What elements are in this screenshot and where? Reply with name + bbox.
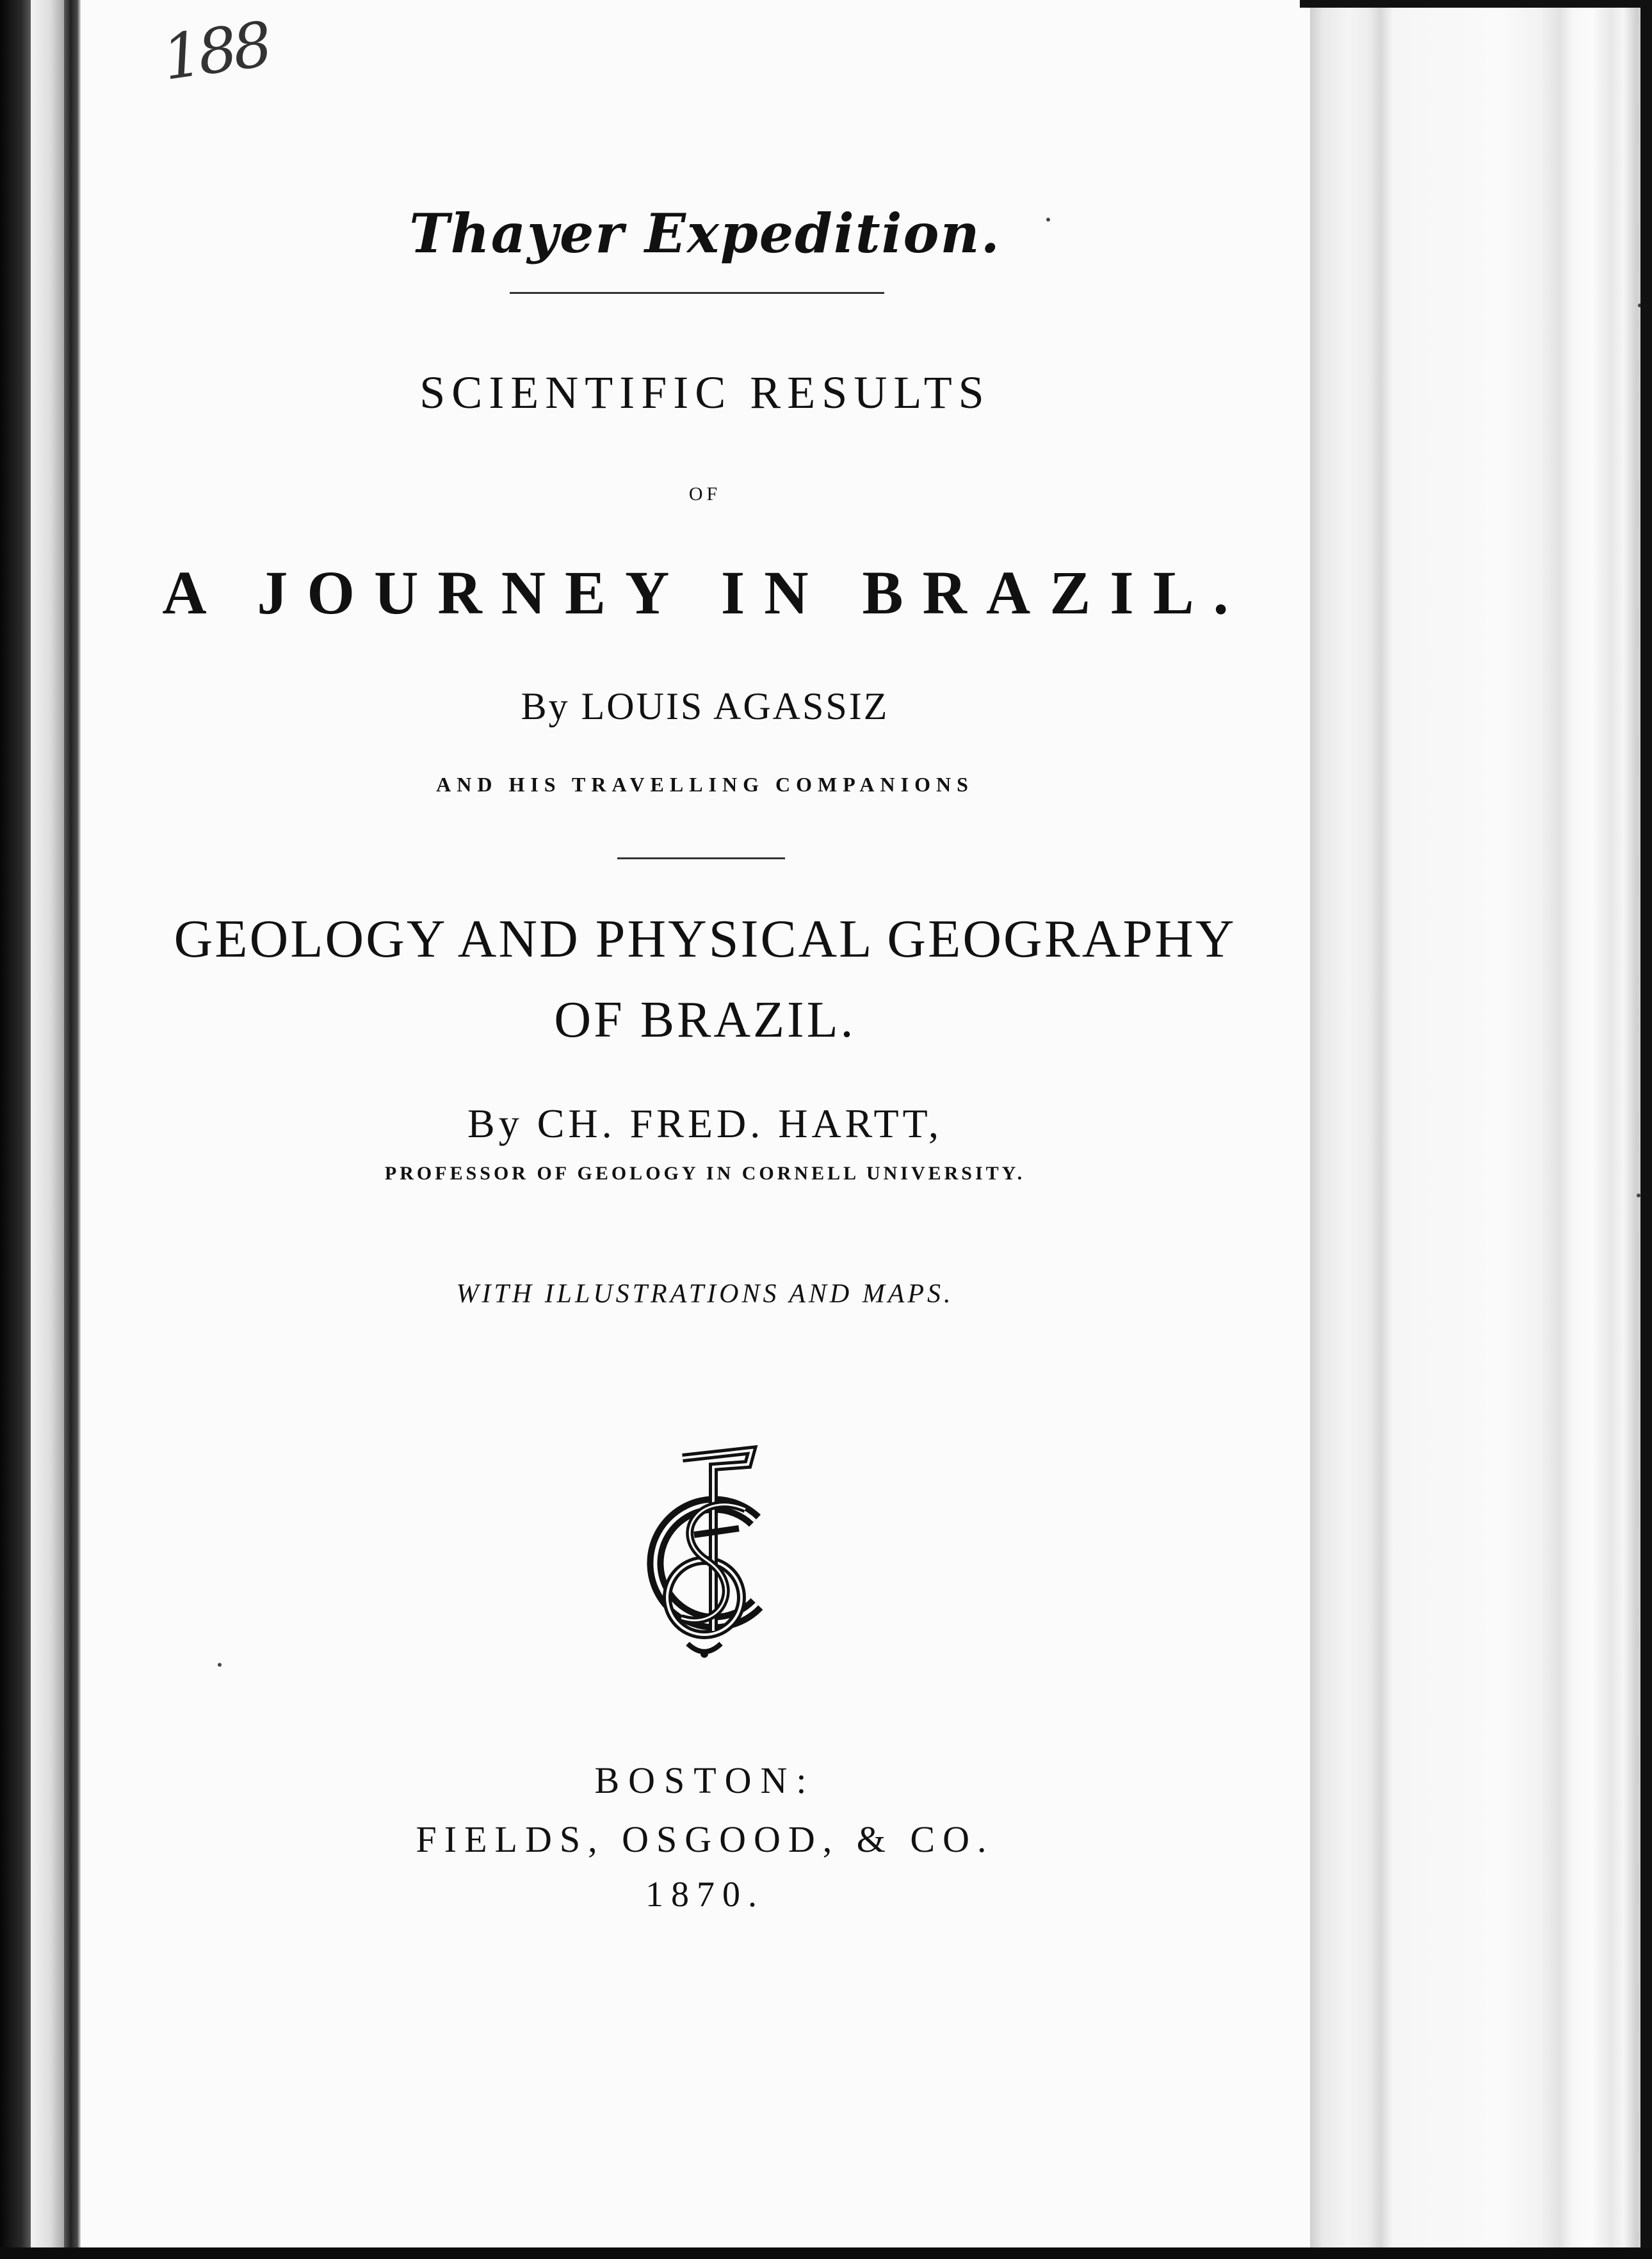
companions-line: AND HIS TRAVELLING COMPANIONS xyxy=(436,773,974,796)
illustrations-note: WITH ILLUSTRATIONS AND MAPS. xyxy=(456,1279,954,1309)
subtitle-author: By CH. FRED. HARTT, xyxy=(467,1101,943,1146)
title-page xyxy=(81,0,1310,2259)
subtitle-line-1: GEOLOGY AND PHYSICAL GEOGRAPHY xyxy=(174,909,1236,969)
book-gutter xyxy=(64,0,81,2259)
scan-right-edge xyxy=(1640,0,1652,2259)
main-title: A JOURNEY IN BRAZIL. xyxy=(162,558,1248,627)
top-divider xyxy=(510,292,884,294)
previous-leaf-edge xyxy=(31,0,64,2259)
scan-left-edge xyxy=(0,0,31,2259)
title-line-1: SCIENTIFIC RESULTS xyxy=(419,367,991,418)
publisher-monogram-icon xyxy=(624,1439,785,1664)
publisher-city: BOSTON: xyxy=(594,1760,816,1801)
paper-speck xyxy=(1046,218,1050,222)
author-line: By LOUIS AGASSIZ xyxy=(521,685,889,727)
scan-top-edge xyxy=(1300,0,1652,8)
author-affiliation: PROFESSOR OF GEOLOGY IN CORNELL UNIVERSITY. xyxy=(384,1163,1026,1184)
title-line-2: OF xyxy=(688,483,722,505)
scan-bottom-edge xyxy=(0,2247,1652,2259)
series-title: Thayer Expedition. xyxy=(409,202,1001,265)
stacked-leaves xyxy=(1310,0,1652,2259)
handwritten-page-number: 188 xyxy=(158,8,273,94)
publication-year: 1870. xyxy=(645,1875,765,1915)
subtitle-line-2: OF BRAZIL. xyxy=(554,992,856,1048)
paper-speck xyxy=(218,1663,222,1667)
middle-divider xyxy=(617,857,785,859)
publisher-name: FIELDS, OSGOOD, & CO. xyxy=(416,1818,994,1860)
